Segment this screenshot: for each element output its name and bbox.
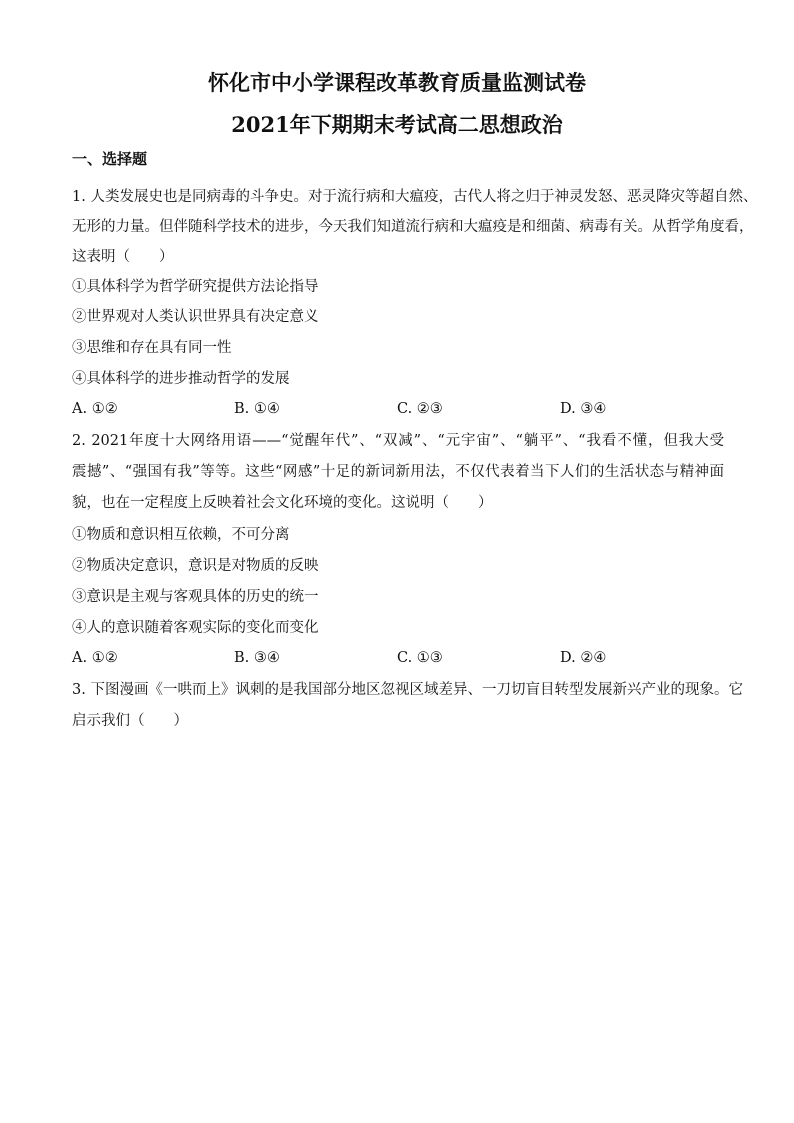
question-2-stem-line-3: 貌，也在一定程度上反映着社会文化环境的变化。这说明（ ） (72, 495, 493, 511)
question-1-stem-line-2: 无形的力量。但伴随科学技术的进步，今天我们知道流行病和大瘟疫是和细菌、病毒有关。从哲学角度看， (72, 219, 754, 235)
question-3-stem-line-2: 启示我们（ ） (72, 713, 188, 729)
question-1-stem-line-3: 这表明（ ） (72, 249, 174, 265)
question-2-statement-1: ①物质和意识相互依赖，不可分离 (72, 527, 290, 543)
question-1-statement-3: ③思维和存在具有同一性 (72, 340, 232, 356)
question-2-stem-line-2: 震撼”、“强国有我”等等。这些“网感”十足的新词新用法，不仅代表着当下人们的生活状态与精神面 (72, 464, 724, 480)
question-1-statement-2: ②世界观对人类认识世界具有决定意义 (72, 309, 319, 325)
question-2-stem-line-1: 2. 2021年度十大网络用语——“觉醒年代”、“双减”、“元宇宙”、“躺平”、“我看不懂，但我大受 (72, 433, 724, 449)
question-2-option-c[interactable]: C. ①③ (397, 650, 443, 666)
question-2-statement-4: ④人的意识随着客观实际的变化而变化 (72, 620, 319, 636)
question-1-option-a[interactable]: A. ①② (72, 401, 118, 417)
question-2-option-b[interactable]: B. ③④ (234, 650, 280, 666)
question-1-statement-4: ④具体科学的进步推动哲学的发展 (72, 371, 290, 387)
exam-title: 怀化市中小学课程改革教育质量监测试卷 (208, 70, 586, 95)
question-2-statement-3: ③意识是主观与客观具体的历史的统一 (72, 589, 319, 605)
section-heading: 一、选择题 (72, 150, 148, 168)
question-3-stem-line-1: 3. 下图漫画《一哄而上》讽刺的是我国部分地区忽视区域差异、一刀切盲目转型发展新兴产业的现象。它 (72, 682, 743, 698)
question-1-option-b[interactable]: B. ①④ (234, 401, 280, 417)
question-1-option-d[interactable]: D. ③④ (560, 401, 607, 417)
question-2-option-a[interactable]: A. ①② (72, 650, 118, 666)
question-1-statement-1: ①具体科学为哲学研究提供方法论指导 (72, 279, 319, 295)
question-2-option-d[interactable]: D. ②④ (560, 650, 607, 666)
question-2-statement-2: ②物质决定意识，意识是对物质的反映 (72, 558, 319, 574)
question-1-option-c[interactable]: C. ②③ (397, 401, 443, 417)
question-1-stem-line-1: 1. 人类发展史也是同病毒的斗争史。对于流行病和大瘟疫，古代人将之归于神灵发怒、恶灵降灾等超自然、 (72, 189, 758, 205)
exam-subtitle: 2021年下期期末考试高二思想政治 (231, 112, 563, 137)
